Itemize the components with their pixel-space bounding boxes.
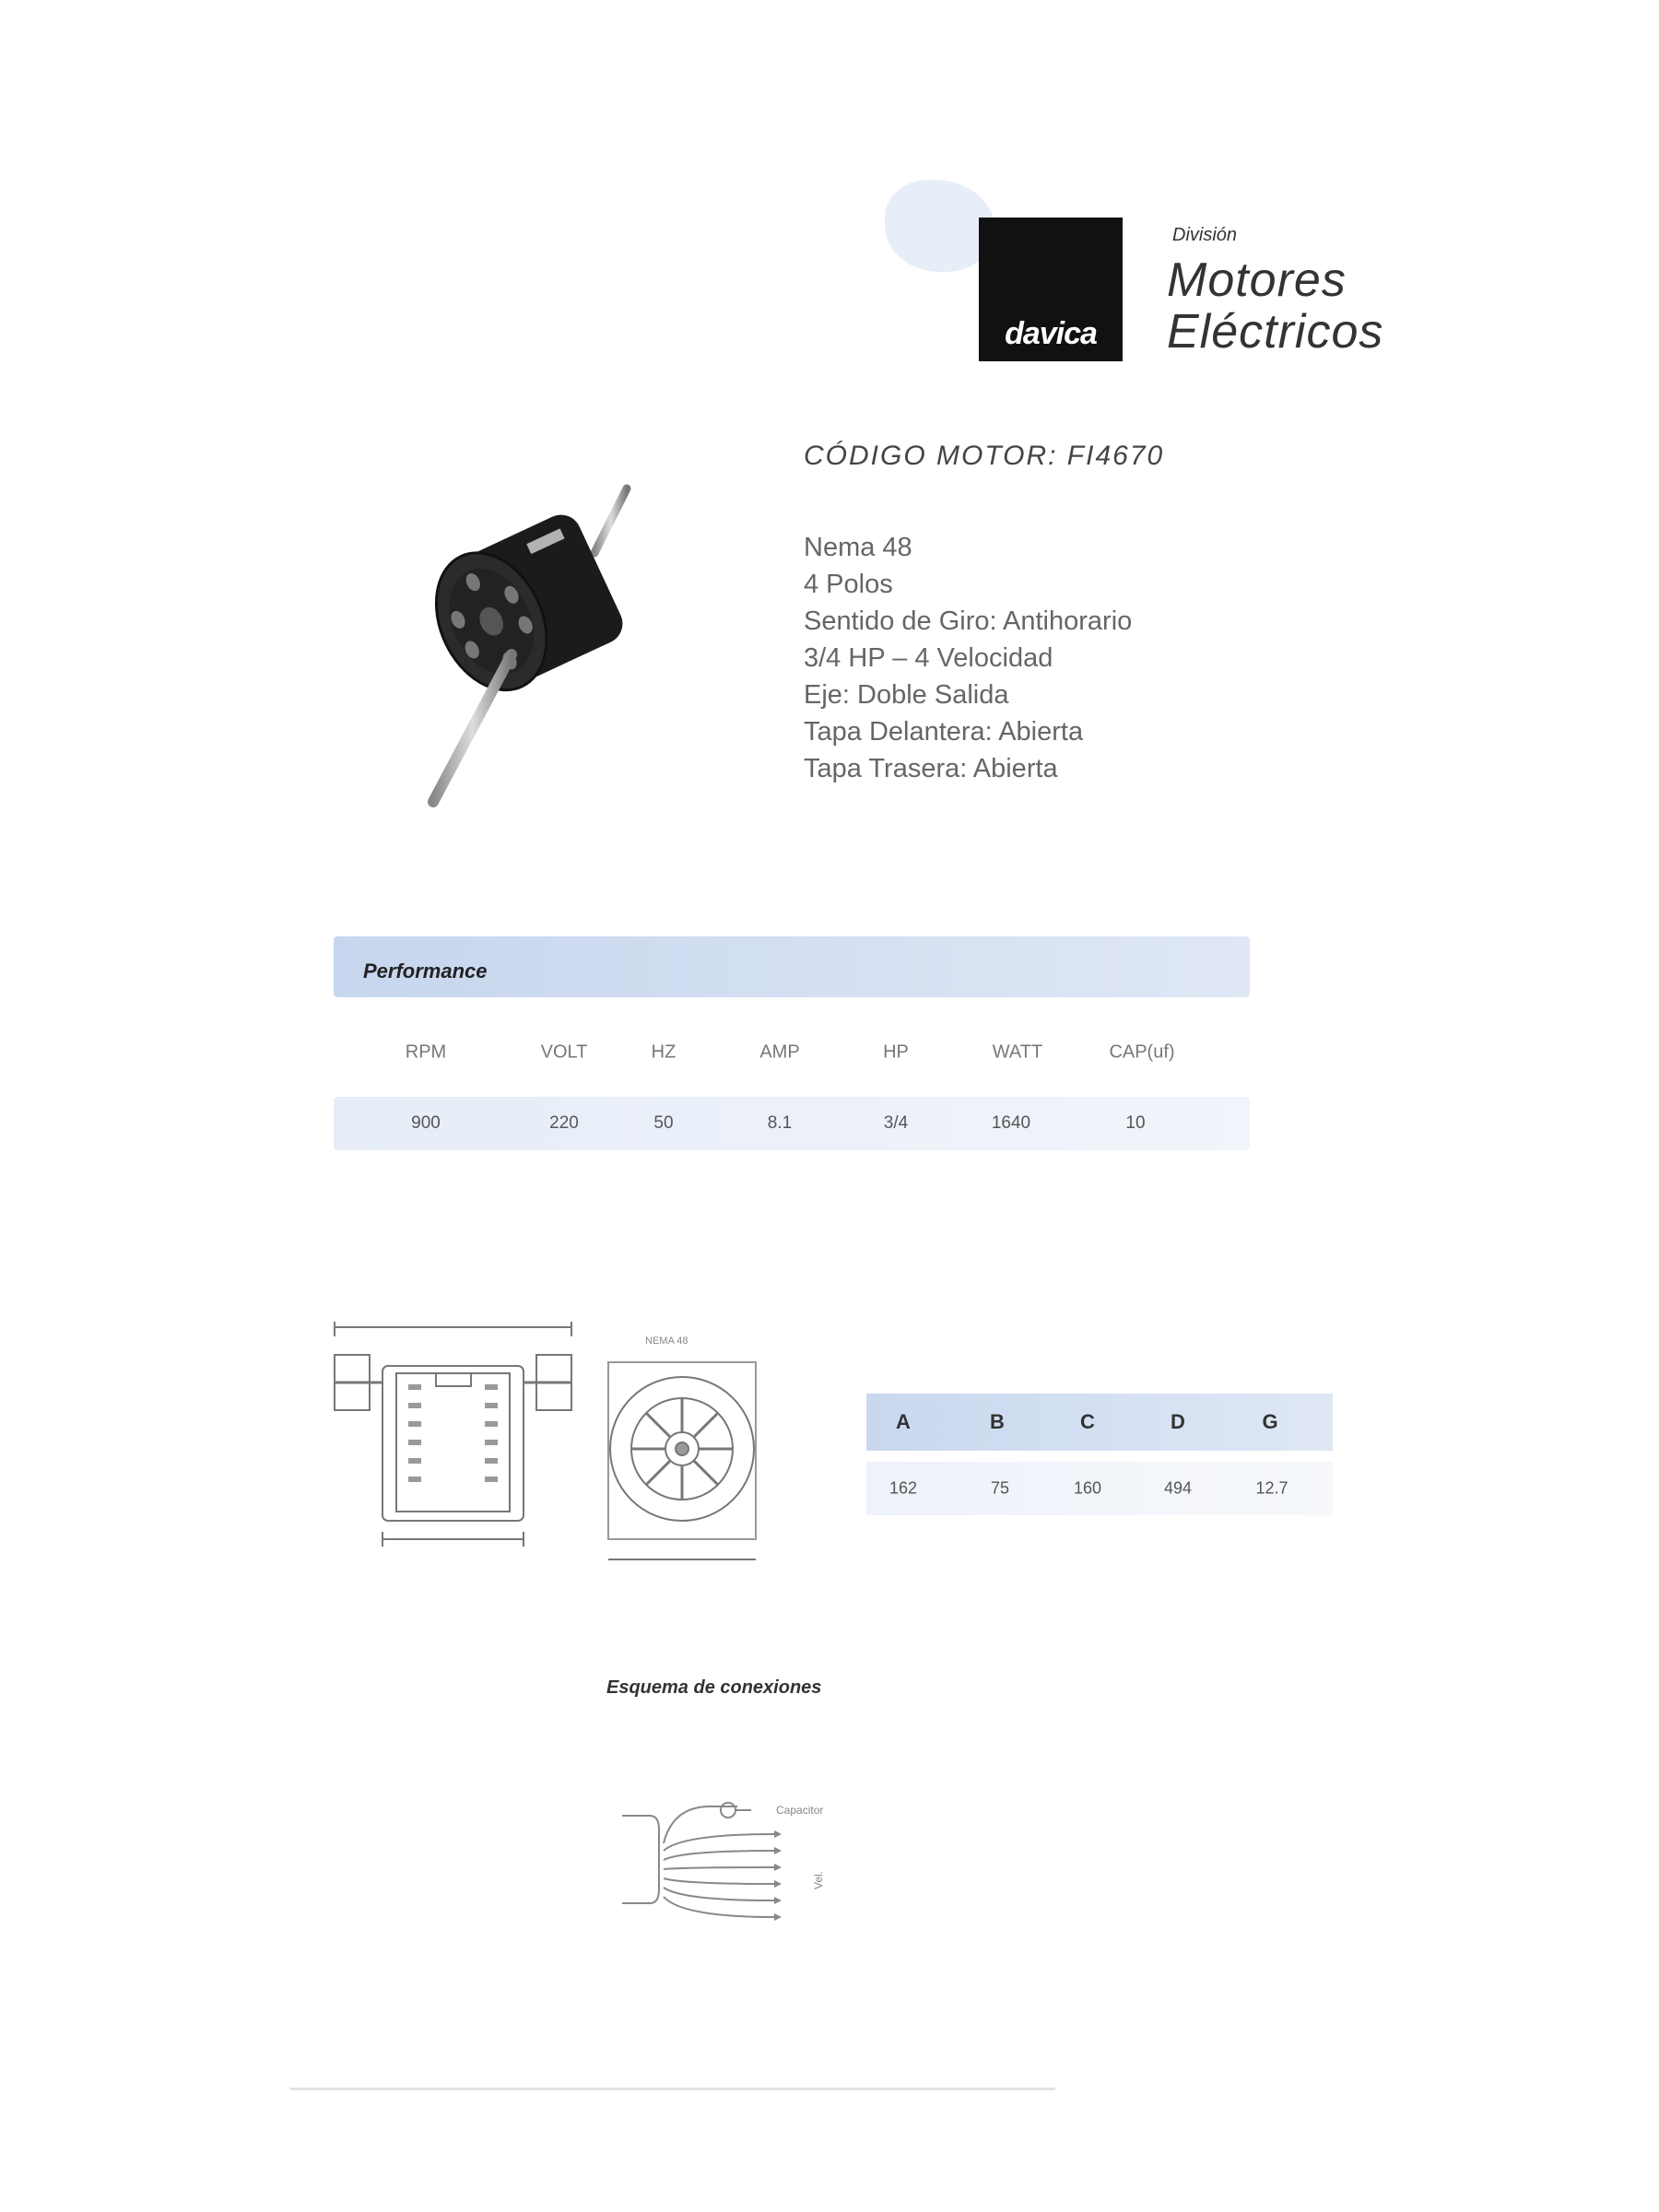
logo-text: davica	[1005, 316, 1097, 351]
value-cap: 10	[1125, 1113, 1146, 1133]
performance-column-headers	[334, 1032, 1250, 1073]
value-volt: 220	[549, 1113, 579, 1133]
spec-item: Nema 48	[804, 533, 912, 562]
spec-item: 4 Polos	[804, 570, 893, 599]
value-rpm: 900	[411, 1113, 441, 1133]
motor-code-label: CÓDIGO MOTOR: FI4670	[804, 441, 1165, 471]
drawing-label: NEMA 48	[645, 1335, 688, 1347]
brand-title-line2: Eléctricos	[1167, 305, 1384, 359]
spec-item: Sentido de Giro: Antihorario	[804, 606, 1133, 636]
dim-value-d: 494	[1163, 1478, 1193, 1498]
dimensions-header-row	[866, 1394, 1333, 1451]
spec-item: Eje: Doble Salida	[804, 680, 1009, 710]
column-header-cap: CAP(uf)	[1109, 1041, 1175, 1063]
brand-title-line1: Motores	[1167, 253, 1347, 307]
value-hp: 3/4	[883, 1113, 909, 1133]
performance-values-row	[334, 1097, 1250, 1150]
value-hz: 50	[653, 1113, 674, 1133]
speeds-label: Vel.	[812, 1870, 825, 1889]
column-header-rpm: RPM	[405, 1041, 447, 1063]
spec-item: 3/4 HP – 4 Velocidad	[804, 643, 1053, 673]
dim-value-b: 75	[990, 1478, 1010, 1498]
dim-header-a: A	[896, 1410, 911, 1433]
motor-photo	[396, 479, 673, 820]
dimensions-values-row	[866, 1462, 1333, 1515]
connection-schema-title: Esquema de conexiones	[606, 1677, 822, 1698]
spec-item: Tapa Trasera: Abierta	[804, 754, 1058, 783]
value-watt: 1640	[991, 1113, 1031, 1133]
dim-value-a: 162	[888, 1478, 918, 1498]
value-amp: 8.1	[767, 1113, 793, 1133]
dim-header-d: D	[1171, 1410, 1185, 1433]
dim-header-g: G	[1262, 1410, 1278, 1433]
column-header-watt: WATT	[992, 1041, 1043, 1063]
performance-title: Performance	[363, 959, 488, 982]
dim-value-g: 12.7	[1255, 1478, 1288, 1498]
dim-header-c: C	[1080, 1410, 1095, 1433]
dim-header-b: B	[990, 1410, 1005, 1433]
motor-dimension-drawing	[327, 1318, 770, 1576]
davica-logo	[979, 218, 1123, 361]
column-header-amp: AMP	[759, 1041, 800, 1063]
capacitor-label: Capacitor	[776, 1804, 824, 1817]
division-label: División	[1172, 225, 1238, 245]
column-header-hz: HZ	[651, 1041, 677, 1063]
spec-list	[804, 529, 1132, 787]
dim-value-c: 160	[1073, 1478, 1102, 1498]
column-header-volt: VOLT	[540, 1041, 588, 1063]
footer-divider	[290, 2088, 1055, 2090]
spec-item: Tapa Delantera: Abierta	[804, 717, 1084, 747]
connection-schema-diagram	[608, 1788, 876, 1926]
column-header-hp: HP	[883, 1041, 909, 1063]
